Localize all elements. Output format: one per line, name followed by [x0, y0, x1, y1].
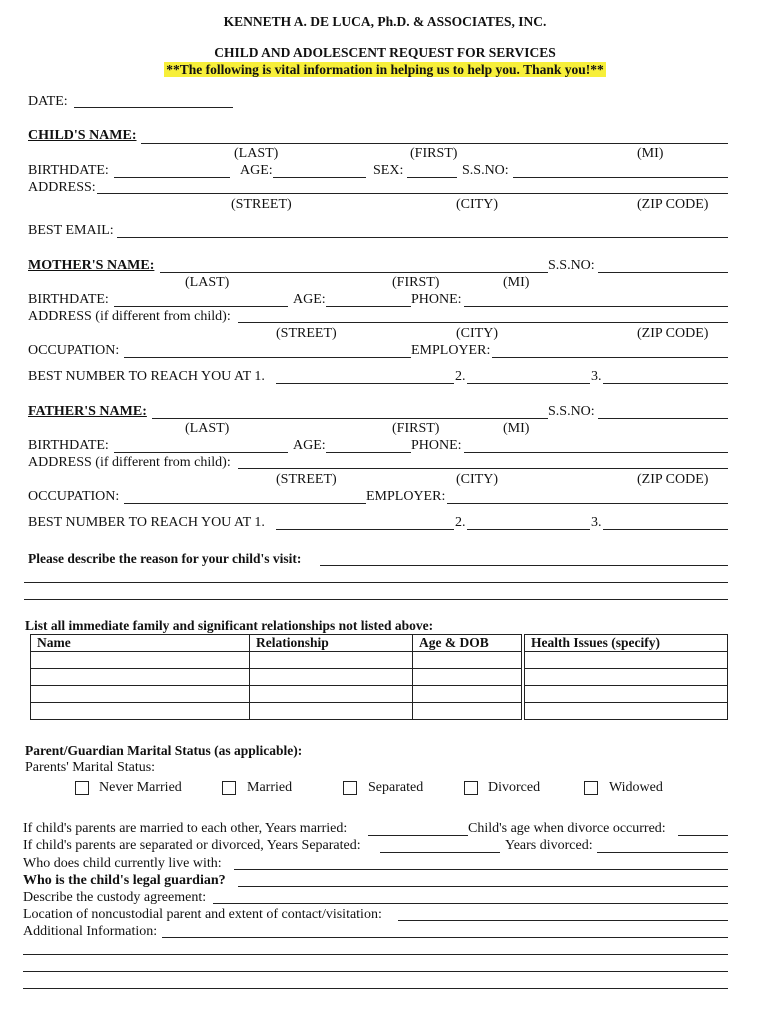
mother-occupation-label: OCCUPATION: [28, 343, 120, 358]
years-separated-field[interactable] [380, 852, 500, 853]
mother-number-2-field[interactable] [467, 383, 590, 384]
mother-mi-caption: (MI) [503, 275, 530, 290]
child-age-label: AGE: [240, 163, 273, 178]
legal-guardian-field[interactable] [238, 886, 728, 887]
father-phone-label: PHONE: [411, 438, 462, 453]
father-employer-field[interactable] [447, 503, 728, 504]
mother-first-caption: (FIRST) [392, 275, 440, 290]
mother-birthdate-field[interactable] [114, 306, 288, 307]
father-address-field[interactable] [238, 468, 728, 469]
father-age-field[interactable] [326, 452, 411, 453]
mother-birthdate-label: BIRTHDATE: [28, 292, 109, 307]
age-dob-cell[interactable] [413, 703, 522, 720]
child-ssno-label: S.S.NO: [462, 163, 509, 178]
mother-zip-caption: (ZIP CODE) [637, 326, 709, 341]
date-field[interactable] [74, 107, 233, 108]
father-ssno-label: S.S.NO: [548, 404, 595, 419]
name-cell[interactable] [31, 669, 250, 686]
age-when-divorce-label: Child's age when divorce occurred: [468, 821, 666, 836]
child-first-caption: (FIRST) [410, 146, 458, 161]
father-first-caption: (FIRST) [392, 421, 440, 436]
company-name: KENNETH A. DE LUCA, Ph.D. & ASSOCIATES, INC. [223, 14, 547, 29]
child-birthdate-field[interactable] [114, 177, 230, 178]
father-street-caption: (STREET) [276, 472, 337, 487]
name-cell[interactable] [31, 686, 250, 703]
mother-name-field[interactable] [160, 272, 548, 273]
age-when-divorce-field[interactable] [678, 835, 728, 836]
mother-number-3-field[interactable] [603, 383, 728, 384]
additional-info-label: Additional Information: [23, 924, 158, 939]
child-address-field[interactable] [97, 193, 728, 194]
health-issues-cell[interactable] [525, 686, 728, 703]
child-zip-caption: (ZIP CODE) [637, 197, 709, 212]
mother-best-number-label: BEST NUMBER TO REACH YOU AT 1. [28, 369, 265, 384]
child-sex-field[interactable] [407, 177, 457, 178]
child-sex-label: SEX: [373, 163, 404, 178]
father-number-2-field[interactable] [467, 529, 590, 530]
relationship-cell[interactable] [250, 669, 413, 686]
child-address-label: ADDRESS: [28, 180, 96, 195]
child-ssno-field[interactable] [513, 177, 728, 178]
date-label: DATE: [28, 94, 68, 109]
years-divorced-field[interactable] [597, 852, 728, 853]
age-dob-cell[interactable] [413, 686, 522, 703]
legal-guardian-label: Who is the child's legal guardian? [23, 873, 226, 888]
father-number-2-label: 2. [455, 515, 466, 530]
mother-employer-label: EMPLOYER: [411, 343, 491, 358]
mother-age-label: AGE: [293, 292, 326, 307]
age-dob-cell[interactable] [413, 669, 522, 686]
vital-info-notice: **The following is vital information in helping us to help you. Thank you!** [166, 62, 604, 77]
additional-info-line-3[interactable] [23, 971, 728, 972]
parents-marital-status-label: Parents' Marital Status: [25, 760, 156, 775]
relationship-cell[interactable] [250, 686, 413, 703]
column-header-name: Name [31, 635, 250, 652]
divorced-label: Divorced [488, 780, 541, 795]
mother-number-2-label: 2. [455, 369, 466, 384]
father-occupation-field[interactable] [124, 503, 366, 504]
mother-address-field[interactable] [238, 322, 728, 323]
married-checkbox[interactable] [222, 781, 236, 795]
married-label: Married [247, 780, 293, 795]
years-married-field[interactable] [368, 835, 468, 836]
child-street-caption: (STREET) [231, 197, 292, 212]
mother-phone-label: PHONE: [411, 292, 462, 307]
divorced-checkbox[interactable] [464, 781, 478, 795]
reason-field-line-3[interactable] [24, 599, 728, 600]
father-birthdate-label: BIRTHDATE: [28, 438, 109, 453]
father-city-caption: (CITY) [456, 472, 498, 487]
child-city-caption: (CITY) [456, 197, 498, 212]
form-title: CHILD AND ADOLESCENT REQUEST FOR SERVICES [214, 45, 556, 60]
reason-field-line-1[interactable] [320, 565, 728, 566]
mother-ssno-field[interactable] [598, 272, 728, 273]
separated-label: Separated [368, 780, 424, 795]
years-separated-label: If child's parents are separated or divorced, Years Separated: [23, 838, 361, 853]
table-row [31, 703, 728, 720]
mother-number-1-field[interactable] [276, 383, 454, 384]
father-last-caption: (LAST) [185, 421, 230, 436]
father-mi-caption: (MI) [503, 421, 530, 436]
never-married-label: Never Married [99, 780, 182, 795]
years-divorced-label: Years divorced: [505, 838, 593, 853]
column-header-age-dob: Age & DOB [413, 635, 522, 652]
father-occupation-label: OCCUPATION: [28, 489, 120, 504]
mother-occupation-field[interactable] [124, 357, 411, 358]
noncustodial-parent-label: Location of noncustodial parent and extent of contact/visitation: [23, 907, 382, 922]
never-married-checkbox[interactable] [75, 781, 89, 795]
relationships-heading: List all immediate family and significant relationships not listed above: [25, 618, 434, 633]
mother-age-field[interactable] [326, 306, 411, 307]
age-dob-cell[interactable] [413, 652, 522, 669]
reason-field-line-2[interactable] [24, 582, 728, 583]
mother-ssno-label: S.S.NO: [548, 258, 595, 273]
father-number-3-label: 3. [591, 515, 602, 530]
separated-checkbox[interactable] [343, 781, 357, 795]
column-header-relationship: Relationship [250, 635, 413, 652]
widowed-checkbox[interactable] [584, 781, 598, 795]
relationships-table [30, 634, 728, 720]
relationship-cell[interactable] [250, 703, 413, 720]
column-header-health-issues: Health Issues (specify) [525, 635, 728, 652]
child-age-field[interactable] [273, 177, 366, 178]
father-age-label: AGE: [293, 438, 326, 453]
health-issues-cell[interactable] [525, 703, 728, 720]
child-email-field[interactable] [117, 237, 728, 238]
noncustodial-parent-field[interactable] [398, 920, 728, 921]
father-number-3-field[interactable] [603, 529, 728, 530]
child-name-field[interactable] [141, 143, 728, 144]
mother-city-caption: (CITY) [456, 326, 498, 341]
lives-with-label: Who does child currently live with: [23, 856, 222, 871]
years-married-label: If child's parents are married to each other, Years married: [23, 821, 348, 836]
mother-name-label: MOTHER'S NAME: [28, 258, 155, 273]
table-row [31, 686, 728, 703]
table-header-row [31, 635, 728, 652]
father-employer-label: EMPLOYER: [366, 489, 446, 504]
custody-agreement-label: Describe the custody agreement: [23, 890, 207, 905]
father-address-label: ADDRESS (if different from child): [28, 455, 231, 470]
mother-last-caption: (LAST) [185, 275, 230, 290]
father-phone-field[interactable] [464, 452, 728, 453]
mother-street-caption: (STREET) [276, 326, 337, 341]
mother-number-3-label: 3. [591, 369, 602, 384]
father-best-number-label: BEST NUMBER TO REACH YOU AT 1. [28, 515, 265, 530]
child-last-caption: (LAST) [234, 146, 279, 161]
relationship-cell[interactable] [250, 652, 413, 669]
father-ssno-field[interactable] [598, 418, 728, 419]
father-number-1-field[interactable] [276, 529, 454, 530]
child-mi-caption: (MI) [637, 146, 664, 161]
name-cell[interactable] [31, 703, 250, 720]
child-email-label: BEST EMAIL: [28, 223, 114, 238]
reason-label: Please describe the reason for your child's visit: [28, 551, 302, 566]
mother-address-label: ADDRESS (if different from child): [28, 309, 231, 324]
additional-info-line-2[interactable] [23, 954, 728, 955]
child-name-label: CHILD'S NAME: [28, 128, 137, 143]
custody-agreement-field[interactable] [213, 903, 728, 904]
table-row [31, 669, 728, 686]
lives-with-field[interactable] [234, 869, 728, 870]
additional-info-field[interactable] [162, 937, 728, 938]
father-name-label: FATHER'S NAME: [28, 404, 147, 419]
name-cell[interactable] [31, 652, 250, 669]
table-row [31, 652, 728, 669]
marital-status-heading: Parent/Guardian Marital Status (as applicable): [25, 743, 303, 758]
mother-phone-field[interactable] [464, 306, 728, 307]
father-zip-caption: (ZIP CODE) [637, 472, 709, 487]
father-name-field[interactable] [152, 418, 548, 419]
health-issues-cell[interactable] [525, 652, 728, 669]
child-birthdate-label: BIRTHDATE: [28, 163, 109, 178]
widowed-label: Widowed [609, 780, 663, 795]
additional-info-line-4[interactable] [23, 988, 728, 989]
mother-employer-field[interactable] [492, 357, 728, 358]
health-issues-cell[interactable] [525, 669, 728, 686]
father-birthdate-field[interactable] [114, 452, 288, 453]
